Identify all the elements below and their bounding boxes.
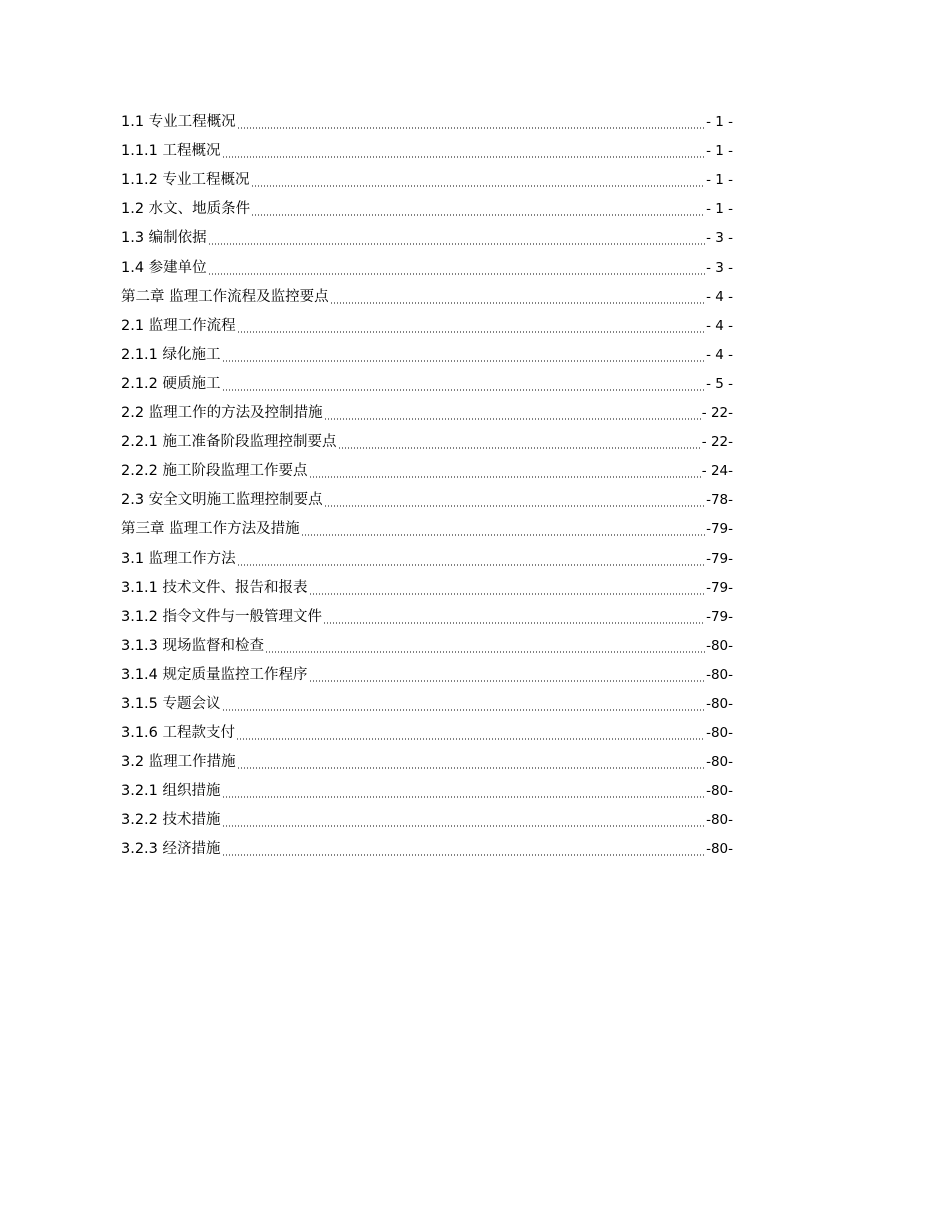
toc-entry[interactable] <box>121 833 733 862</box>
toc-entry-page-number: - 1 - <box>706 172 733 189</box>
toc-entry-page-number: - 4 - <box>706 317 733 334</box>
toc-dot-leader <box>324 505 705 507</box>
toc-entry-title: 3.2.2 技术措施 <box>121 812 221 829</box>
toc-entry-title: 3.1.4 规定质量监控工作程序 <box>121 666 308 683</box>
toc-entry[interactable] <box>121 135 733 164</box>
toc-dot-leader <box>222 825 706 827</box>
toc-dot-leader <box>237 331 705 333</box>
toc-entry-title: 3.2 监理工作措施 <box>121 754 236 771</box>
toc-entry-page-number: -80- <box>706 725 733 742</box>
toc-entry[interactable] <box>121 106 733 135</box>
toc-dot-leader <box>208 243 705 245</box>
toc-entry-title: 2.2.2 施工阶段监理工作要点 <box>121 463 308 480</box>
toc-entry-title: 2.2 监理工作的方法及控制措施 <box>121 405 323 422</box>
toc-entry-title: 3.1.6 工程款支付 <box>121 725 236 742</box>
toc-entry[interactable] <box>121 455 733 484</box>
toc-entry[interactable] <box>121 339 733 368</box>
toc-dot-leader <box>208 273 705 275</box>
toc-entry-title: 2.3 安全文明施工监理控制要点 <box>121 492 323 509</box>
toc-dot-leader <box>309 476 701 478</box>
toc-entry-title: 1.3 编制依据 <box>121 230 207 247</box>
toc-dot-leader <box>265 651 705 653</box>
toc-dot-leader <box>222 709 706 711</box>
toc-entry[interactable] <box>121 222 733 251</box>
toc-dot-leader <box>338 447 701 449</box>
toc-entry-page-number: - 3 - <box>706 230 733 247</box>
toc-dot-leader <box>236 738 705 740</box>
toc-entry[interactable] <box>121 804 733 833</box>
toc-entry[interactable] <box>121 746 733 775</box>
toc-entry[interactable] <box>121 368 733 397</box>
toc-dot-leader <box>237 127 705 129</box>
toc-entry[interactable] <box>121 542 733 571</box>
toc-entry-page-number: -80- <box>706 783 733 800</box>
toc-entry-title: 第二章 监理工作流程及监控要点 <box>121 288 329 305</box>
toc-entry-title: 2.2.1 施工准备阶段监理控制要点 <box>121 434 337 451</box>
toc-entry-page-number: -80- <box>706 695 733 712</box>
toc-entry-title: 3.1 监理工作方法 <box>121 550 236 567</box>
toc-entry-title: 1.4 参建单位 <box>121 259 207 276</box>
toc-entry-page-number: - 1 - <box>706 143 733 160</box>
toc-dot-leader <box>222 796 706 798</box>
toc-entry-page-number: - 4 - <box>706 288 733 305</box>
toc-entry-title: 2.1 监理工作流程 <box>121 317 236 334</box>
toc-dot-leader <box>309 680 706 682</box>
toc-entry-page-number: -80- <box>706 841 733 858</box>
toc-entry-title: 3.1.3 现场监督和检查 <box>121 637 265 654</box>
toc-entry[interactable] <box>121 659 733 688</box>
toc-entry-page-number: - 24- <box>701 463 733 480</box>
toc-entry[interactable] <box>121 513 733 542</box>
toc-dot-leader <box>323 622 705 624</box>
toc-entry-page-number: - 22- <box>701 405 733 422</box>
toc-entry-title: 3.2.1 组织措施 <box>121 783 221 800</box>
toc-entry-page-number: -79- <box>706 608 733 625</box>
toc-dot-leader <box>237 564 705 566</box>
toc-dot-leader <box>222 360 706 362</box>
toc-entry-title: 2.1.2 硬质施工 <box>121 375 221 392</box>
toc-entry[interactable] <box>121 630 733 659</box>
toc-entry-title: 1.1.1 工程概况 <box>121 143 221 160</box>
toc-entry-page-number: - 1 - <box>706 114 733 131</box>
toc-dot-leader <box>222 389 706 391</box>
toc-entry-page-number: -79- <box>706 550 733 567</box>
toc-entry[interactable] <box>121 484 733 513</box>
toc-dot-leader <box>222 156 706 158</box>
toc-entry-title: 3.2.3 经济措施 <box>121 841 221 858</box>
toc-dot-leader <box>237 767 705 769</box>
toc-entry[interactable] <box>121 193 733 222</box>
toc-entry[interactable] <box>121 688 733 717</box>
toc-entry[interactable] <box>121 572 733 601</box>
toc-entry[interactable] <box>121 397 733 426</box>
toc-entry-title: 3.1.5 专题会议 <box>121 695 221 712</box>
table-of-contents <box>121 106 733 862</box>
toc-dot-leader <box>309 593 706 595</box>
toc-dot-leader <box>324 418 701 420</box>
toc-entry-page-number: -79- <box>706 579 733 596</box>
toc-dot-leader <box>330 302 705 304</box>
toc-dot-leader <box>251 214 705 216</box>
toc-entry-page-number: -78- <box>706 492 733 509</box>
toc-entry-title: 1.1.2 专业工程概况 <box>121 172 250 189</box>
toc-entry-page-number: - 1 - <box>706 201 733 218</box>
toc-entry-title: 第三章 监理工作方法及措施 <box>121 521 300 538</box>
toc-entry[interactable] <box>121 310 733 339</box>
toc-entry[interactable] <box>121 775 733 804</box>
toc-entry-page-number: - 22- <box>701 434 733 451</box>
toc-entry-title: 1.2 水文、地质条件 <box>121 201 251 218</box>
toc-entry-title: 2.1.1 绿化施工 <box>121 346 221 363</box>
toc-entry-page-number: - 5 - <box>706 375 733 392</box>
toc-entry-title: 1.1 专业工程概况 <box>121 114 236 131</box>
toc-dot-leader <box>251 185 706 187</box>
toc-dot-leader <box>222 854 706 856</box>
toc-entry-page-number: - 4 - <box>706 346 733 363</box>
toc-entry-page-number: -80- <box>706 812 733 829</box>
toc-entry-page-number: -80- <box>706 666 733 683</box>
toc-entry[interactable] <box>121 426 733 455</box>
toc-entry[interactable] <box>121 717 733 746</box>
toc-entry[interactable] <box>121 164 733 193</box>
toc-entry-page-number: -79- <box>706 521 733 538</box>
toc-entry[interactable] <box>121 251 733 280</box>
toc-entry-page-number: -80- <box>706 754 733 771</box>
toc-entry-title: 3.1.1 技术文件、报告和报表 <box>121 579 308 596</box>
toc-entry-page-number: -80- <box>706 637 733 654</box>
toc-entry[interactable] <box>121 281 733 310</box>
toc-entry-page-number: - 3 - <box>706 259 733 276</box>
toc-entry-title: 3.1.2 指令文件与一般管理文件 <box>121 608 323 625</box>
toc-dot-leader <box>301 534 705 536</box>
toc-entry[interactable] <box>121 601 733 630</box>
